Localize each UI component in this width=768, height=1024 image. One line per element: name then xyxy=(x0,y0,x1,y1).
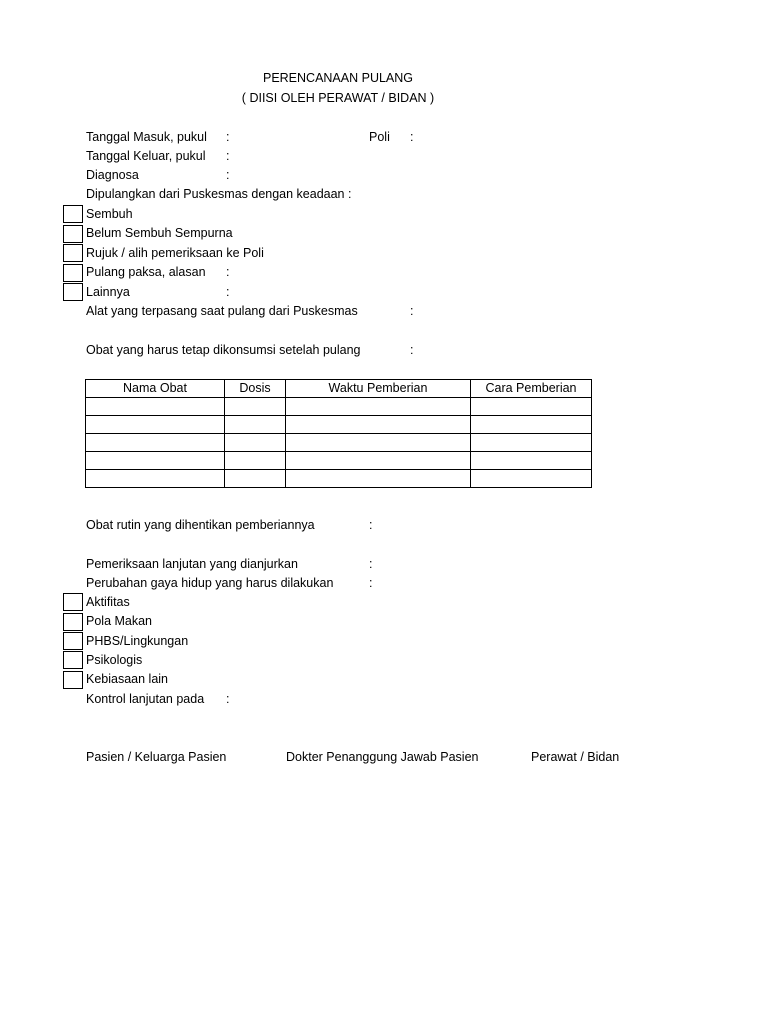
alat-colon: : xyxy=(410,304,414,318)
header-cara-pemberian: Cara Pemberian xyxy=(471,380,592,398)
obat-label: Obat yang harus tetap dikonsumsi setelah pulang xyxy=(86,343,361,357)
signature-perawat: Perawat / Bidan xyxy=(531,750,620,764)
option-label: Belum Sembuh Sempurna xyxy=(86,226,233,240)
table-cell[interactable] xyxy=(286,416,471,434)
form-title: PERENCANAAN PULANG xyxy=(262,71,414,85)
lifestyle-label: Pola Makan xyxy=(86,614,153,628)
obat-colon: : xyxy=(410,343,414,357)
table-cell[interactable] xyxy=(286,398,471,416)
obat-rutin-label: Obat rutin yang dihentikan pemberiannya xyxy=(86,518,315,532)
option-label: Lainnya xyxy=(86,285,130,299)
table-cell[interactable] xyxy=(471,452,592,470)
table-row xyxy=(86,416,592,434)
table-row xyxy=(86,434,592,452)
alat-label: Alat yang terpasang saat pulang dari Puskesmas xyxy=(86,304,358,318)
table-cell[interactable] xyxy=(471,470,592,488)
table-cell[interactable] xyxy=(225,398,286,416)
pemeriksaan-label: Pemeriksaan lanjutan yang dianjurkan xyxy=(86,557,298,571)
table-header-row xyxy=(86,380,592,398)
dipulangkan-label: Dipulangkan dari Puskesmas dengan keadaan : xyxy=(86,187,352,201)
checkbox-belum-sembuh[interactable] xyxy=(63,225,83,243)
table-cell[interactable] xyxy=(225,452,286,470)
checkbox-aktifitas[interactable] xyxy=(63,593,83,611)
poli-label: Poli xyxy=(369,130,390,144)
checkbox-pulang-paksa[interactable] xyxy=(63,264,83,282)
table-row xyxy=(86,470,592,488)
table-cell[interactable] xyxy=(225,470,286,488)
lainnya-colon: : xyxy=(226,285,230,299)
checkbox-pola-makan[interactable] xyxy=(63,613,83,631)
option-label: Sembuh xyxy=(86,207,133,221)
kontrol-label: Kontrol lanjutan pada xyxy=(86,692,205,706)
option-label: Rujuk / alih pemeriksaan ke Poli xyxy=(86,246,264,260)
perubahan-colon: : xyxy=(369,576,373,590)
lifestyle-label: Aktifitas xyxy=(86,595,130,609)
option-label: Pulang paksa, alasan xyxy=(86,265,206,279)
kontrol-colon: : xyxy=(226,692,230,706)
table-cell[interactable] xyxy=(225,416,286,434)
header-dosis: Dosis xyxy=(225,380,286,398)
checkbox-lainnya[interactable] xyxy=(63,283,83,301)
table-cell[interactable] xyxy=(286,434,471,452)
table-cell[interactable] xyxy=(86,452,225,470)
tanggal-masuk-label: Tanggal Masuk, pukul xyxy=(86,130,207,144)
checkbox-psikologis[interactable] xyxy=(63,651,83,669)
table-cell[interactable] xyxy=(471,434,592,452)
header-waktu-pemberian: Waktu Pemberian xyxy=(286,380,471,398)
tanggal-keluar-colon: : xyxy=(226,149,230,163)
diagnosa-colon: : xyxy=(226,168,230,182)
perubahan-label: Perubahan gaya hidup yang harus dilakukan xyxy=(86,576,334,590)
obat-rutin-colon: : xyxy=(369,518,373,532)
checkbox-sembuh[interactable] xyxy=(63,205,83,223)
pemeriksaan-colon: : xyxy=(369,557,373,571)
medication-table xyxy=(85,379,592,488)
signature-pasien: Pasien / Keluarga Pasien xyxy=(86,750,227,764)
diagnosa-label: Diagnosa xyxy=(86,168,139,182)
lifestyle-label: PHBS/Lingkungan xyxy=(86,634,189,648)
tanggal-keluar-label: Tanggal Keluar, pukul xyxy=(86,149,206,163)
table-cell[interactable] xyxy=(86,434,225,452)
lifestyle-label: Psikologis xyxy=(86,653,143,667)
lifestyle-label: Kebiasaan lain xyxy=(86,672,169,686)
table-cell[interactable] xyxy=(286,470,471,488)
checkbox-rujuk[interactable] xyxy=(63,244,83,262)
checkbox-phbs[interactable] xyxy=(63,632,83,650)
header-nama-obat: Nama Obat xyxy=(86,380,225,398)
table-cell[interactable] xyxy=(471,398,592,416)
table-cell[interactable] xyxy=(471,416,592,434)
table-cell[interactable] xyxy=(86,470,225,488)
table-cell[interactable] xyxy=(86,416,225,434)
table-cell[interactable] xyxy=(286,452,471,470)
table-row xyxy=(86,398,592,416)
form-subtitle: ( DIISI OLEH PERAWAT / BIDAN ) xyxy=(241,91,435,105)
table-row xyxy=(86,452,592,470)
table-cell[interactable] xyxy=(86,398,225,416)
checkbox-kebiasaan-lain[interactable] xyxy=(63,671,83,689)
table-cell[interactable] xyxy=(225,434,286,452)
tanggal-masuk-colon: : xyxy=(226,130,230,144)
pulang-paksa-colon: : xyxy=(226,265,230,279)
poli-colon: : xyxy=(410,130,414,144)
signature-dokter: Dokter Penanggung Jawab Pasien xyxy=(286,750,479,764)
